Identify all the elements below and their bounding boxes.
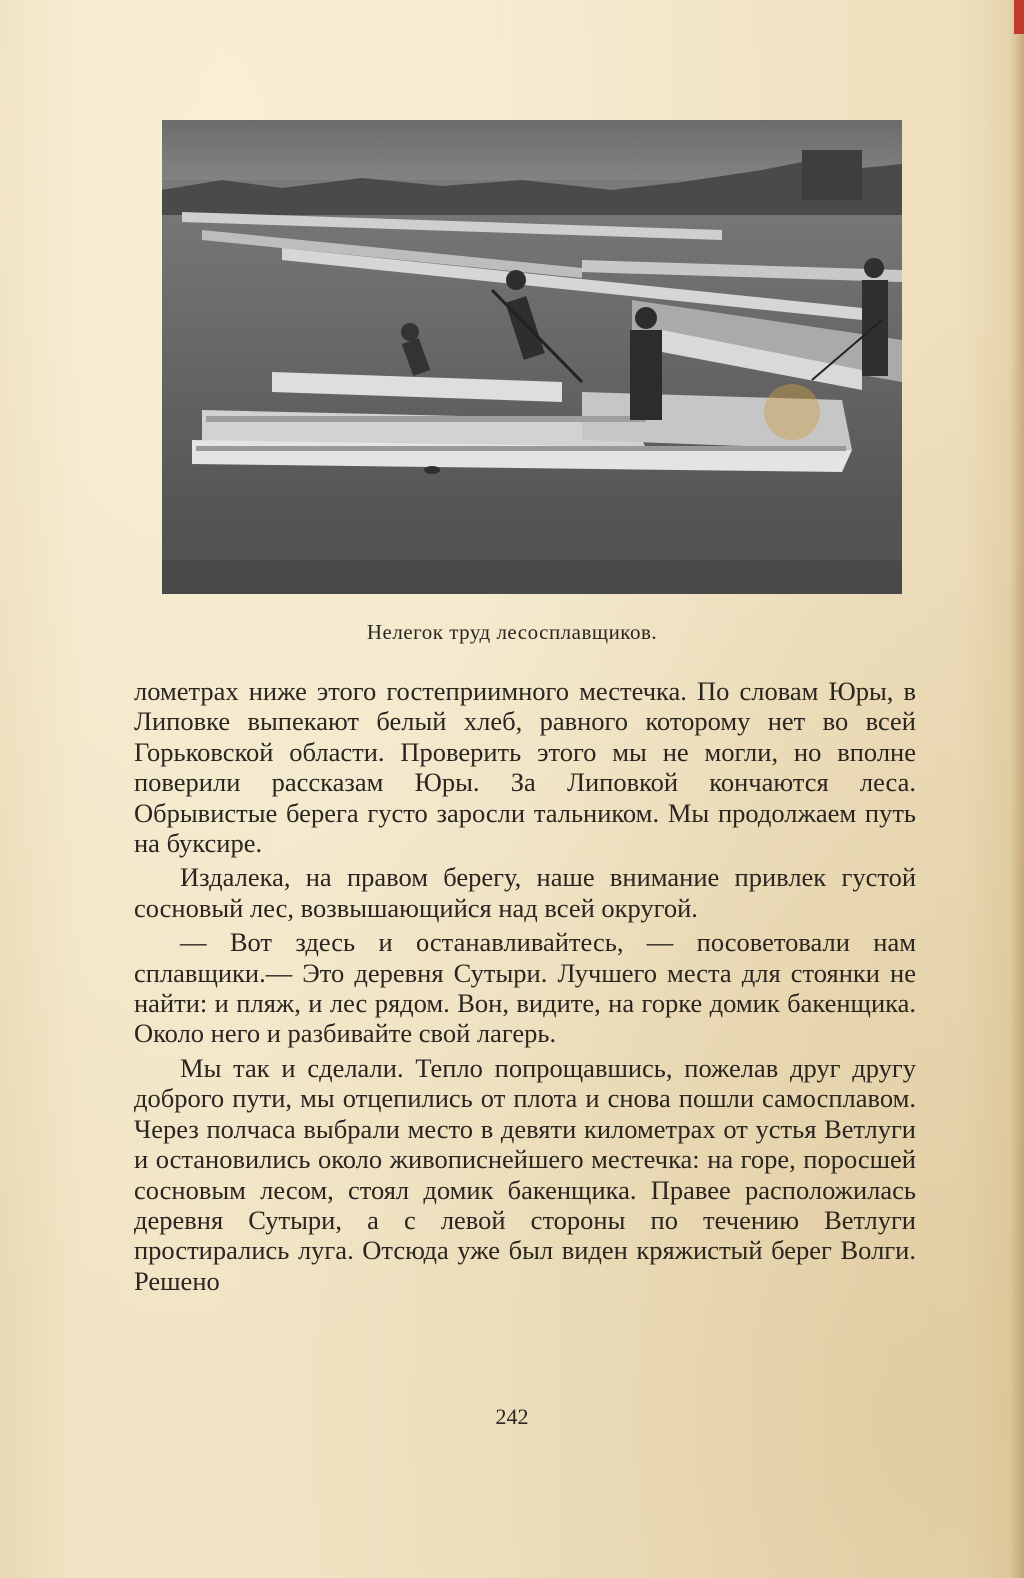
photo-illustration bbox=[162, 120, 902, 594]
log-rafting-photo bbox=[162, 120, 902, 594]
paragraph-2: Издалека, на правом берегу, наше внимание привлек густой сосновый лес, возвышающийся над всей округой. bbox=[134, 862, 916, 923]
page-number: 242 bbox=[495, 1404, 529, 1429]
paragraph-1: лометрах ниже этого гостеприимного местечка. По словам Юры, в Липовке выпекают белый хлеб, равного которому нет во всей Горьковской области. Проверить этого мы не могли, но вполне поверили рассказам Юры. За Липовкой кончаются леса. Обрывистые берега густо заросли тальником. Мы продолжаем путь на буксире. bbox=[134, 676, 916, 859]
figure-caption: Нелегок труд лесосплавщиков. bbox=[366, 620, 658, 644]
page-edge bbox=[1010, 0, 1024, 1578]
body-text bbox=[134, 676, 916, 1296]
binding-mark bbox=[1014, 0, 1024, 34]
paragraph-3: — Вот здесь и останавливайтесь, — посоветовали нам сплавщики.— Это деревня Сутыри. Лучшего места для стоянки не найти: и пляж, и лес рядом. Вон, видите, на горке домик бакенщика. Около него и разбивайте свой лагерь. bbox=[134, 927, 916, 1049]
paragraph-4: Мы так и сделали. Тепло попрощавшись, пожелав друг другу доброго пути, мы отцепились от плота и снова пошли самосплавом. Через полчаса выбрали место в девяти километрах от устья Ветлуги и остановились около живописнейшего местечка: на горе, поросшей сосновым лесом, стоял домик бакенщика. Правее расположилась деревня Сутыри, а с левой стороны по течению Ветлуги простирались луга. Отсюда уже был виден кряжистый берег Волги. Решено bbox=[134, 1052, 916, 1296]
